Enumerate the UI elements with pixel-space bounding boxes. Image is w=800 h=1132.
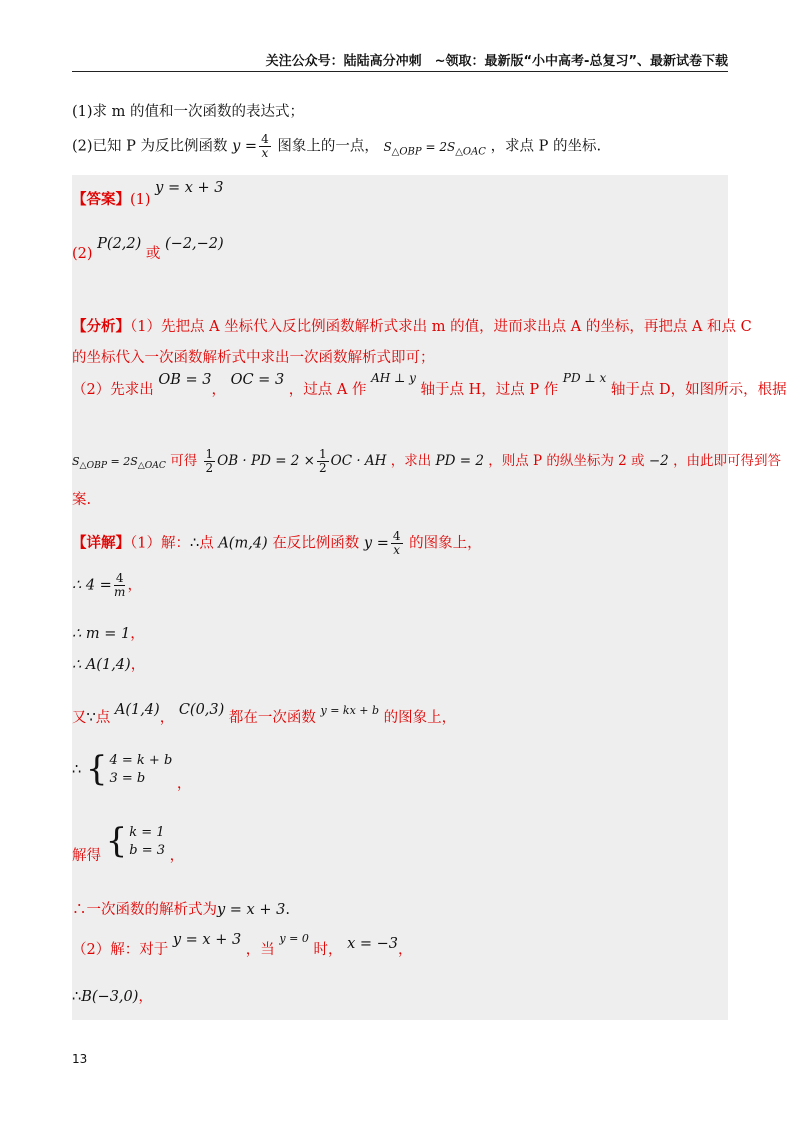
detail-system-2: 解得 { k = 1 b = 3 ，	[72, 821, 185, 865]
page-header: 关注公众号：陆陆高分冲刺 ~领取：最新版“小中高考-总复习”、最新试卷下载	[265, 54, 728, 69]
detail-line-2: ∴ 4 = $\frac{4}{m}$ ，	[72, 571, 142, 600]
analysis-line-3: （2）先求出 OB = 3， OC = 3 ，过点 A 作 $^{AH \perp y}$ 轴于点 H，过点 P 作 $^{PD \perp x}$ 轴于点 D，如图所示，根据	[72, 371, 787, 398]
analysis-line-5: 案.	[72, 492, 92, 508]
analysis-line-1: 【分析】（1）先把点 A 坐标代入反比例函数解析式求出 m 的值，进而求出点 A 的坐标，再把点 A 和点 C	[72, 318, 752, 335]
detail-line-5: 又∵点 A(1,4)， C(0,3) 都在一次函数 $^{y = kx + b}$ 的图象上，	[72, 702, 457, 726]
detail-line-10: ∴B(−3,0)，	[72, 989, 153, 1005]
detail-line-4: ∴ A(1,4)，	[72, 657, 146, 673]
analysis-line-4: $S_{\triangle OBP} = 2S_{\triangle OAC}$ 可得 $\frac{1}{2}$ OB · PD = 2 × $\frac{1}{2}$ OC · AH ，求出 PD = 2 ，则点 P 的纵坐标为 2 或 −2 ，由此即可得到答	[72, 447, 782, 476]
page-number: 13	[72, 1052, 88, 1066]
detail-line-3: ∴ m = 1，	[72, 626, 145, 642]
answer-panel	[72, 175, 728, 1020]
question-1: (1)求 m 的值和一次函数的表达式；	[72, 104, 305, 120]
analysis-line-2: 的坐标代入一次函数解析式中求出一次函数解析式即可；	[72, 350, 435, 366]
detail-line-8: ∴一次函数的解析式为y = x + 3.	[72, 902, 290, 918]
detail-system-1: ∴ { 4 = k + b 3 = b ，	[72, 749, 192, 793]
question-2: (2)已知 P 为反比例函数 y = $\frac{4}{x}$ 图象上的一点， $S_{\triangle OBP} = 2S_{\triangle OAC}$ ，求点 P 的坐标.	[72, 132, 602, 161]
header-rule	[72, 71, 728, 72]
answer-line-2: (2) P(2,2) 或 (−2,−2)	[72, 236, 224, 262]
detail-line-9: （2）解：对于 y = x + 3 ，当 $^{y = 0}$ 时， x = −3，	[72, 932, 413, 958]
answer-line-1: 【答案】(1) y = x + 3	[72, 180, 224, 208]
detail-line-1: 【详解】（1）解：∴点 A(m,4) 在反比例函数 y = $\frac{4}{x}$ 的图象上，	[72, 529, 482, 558]
